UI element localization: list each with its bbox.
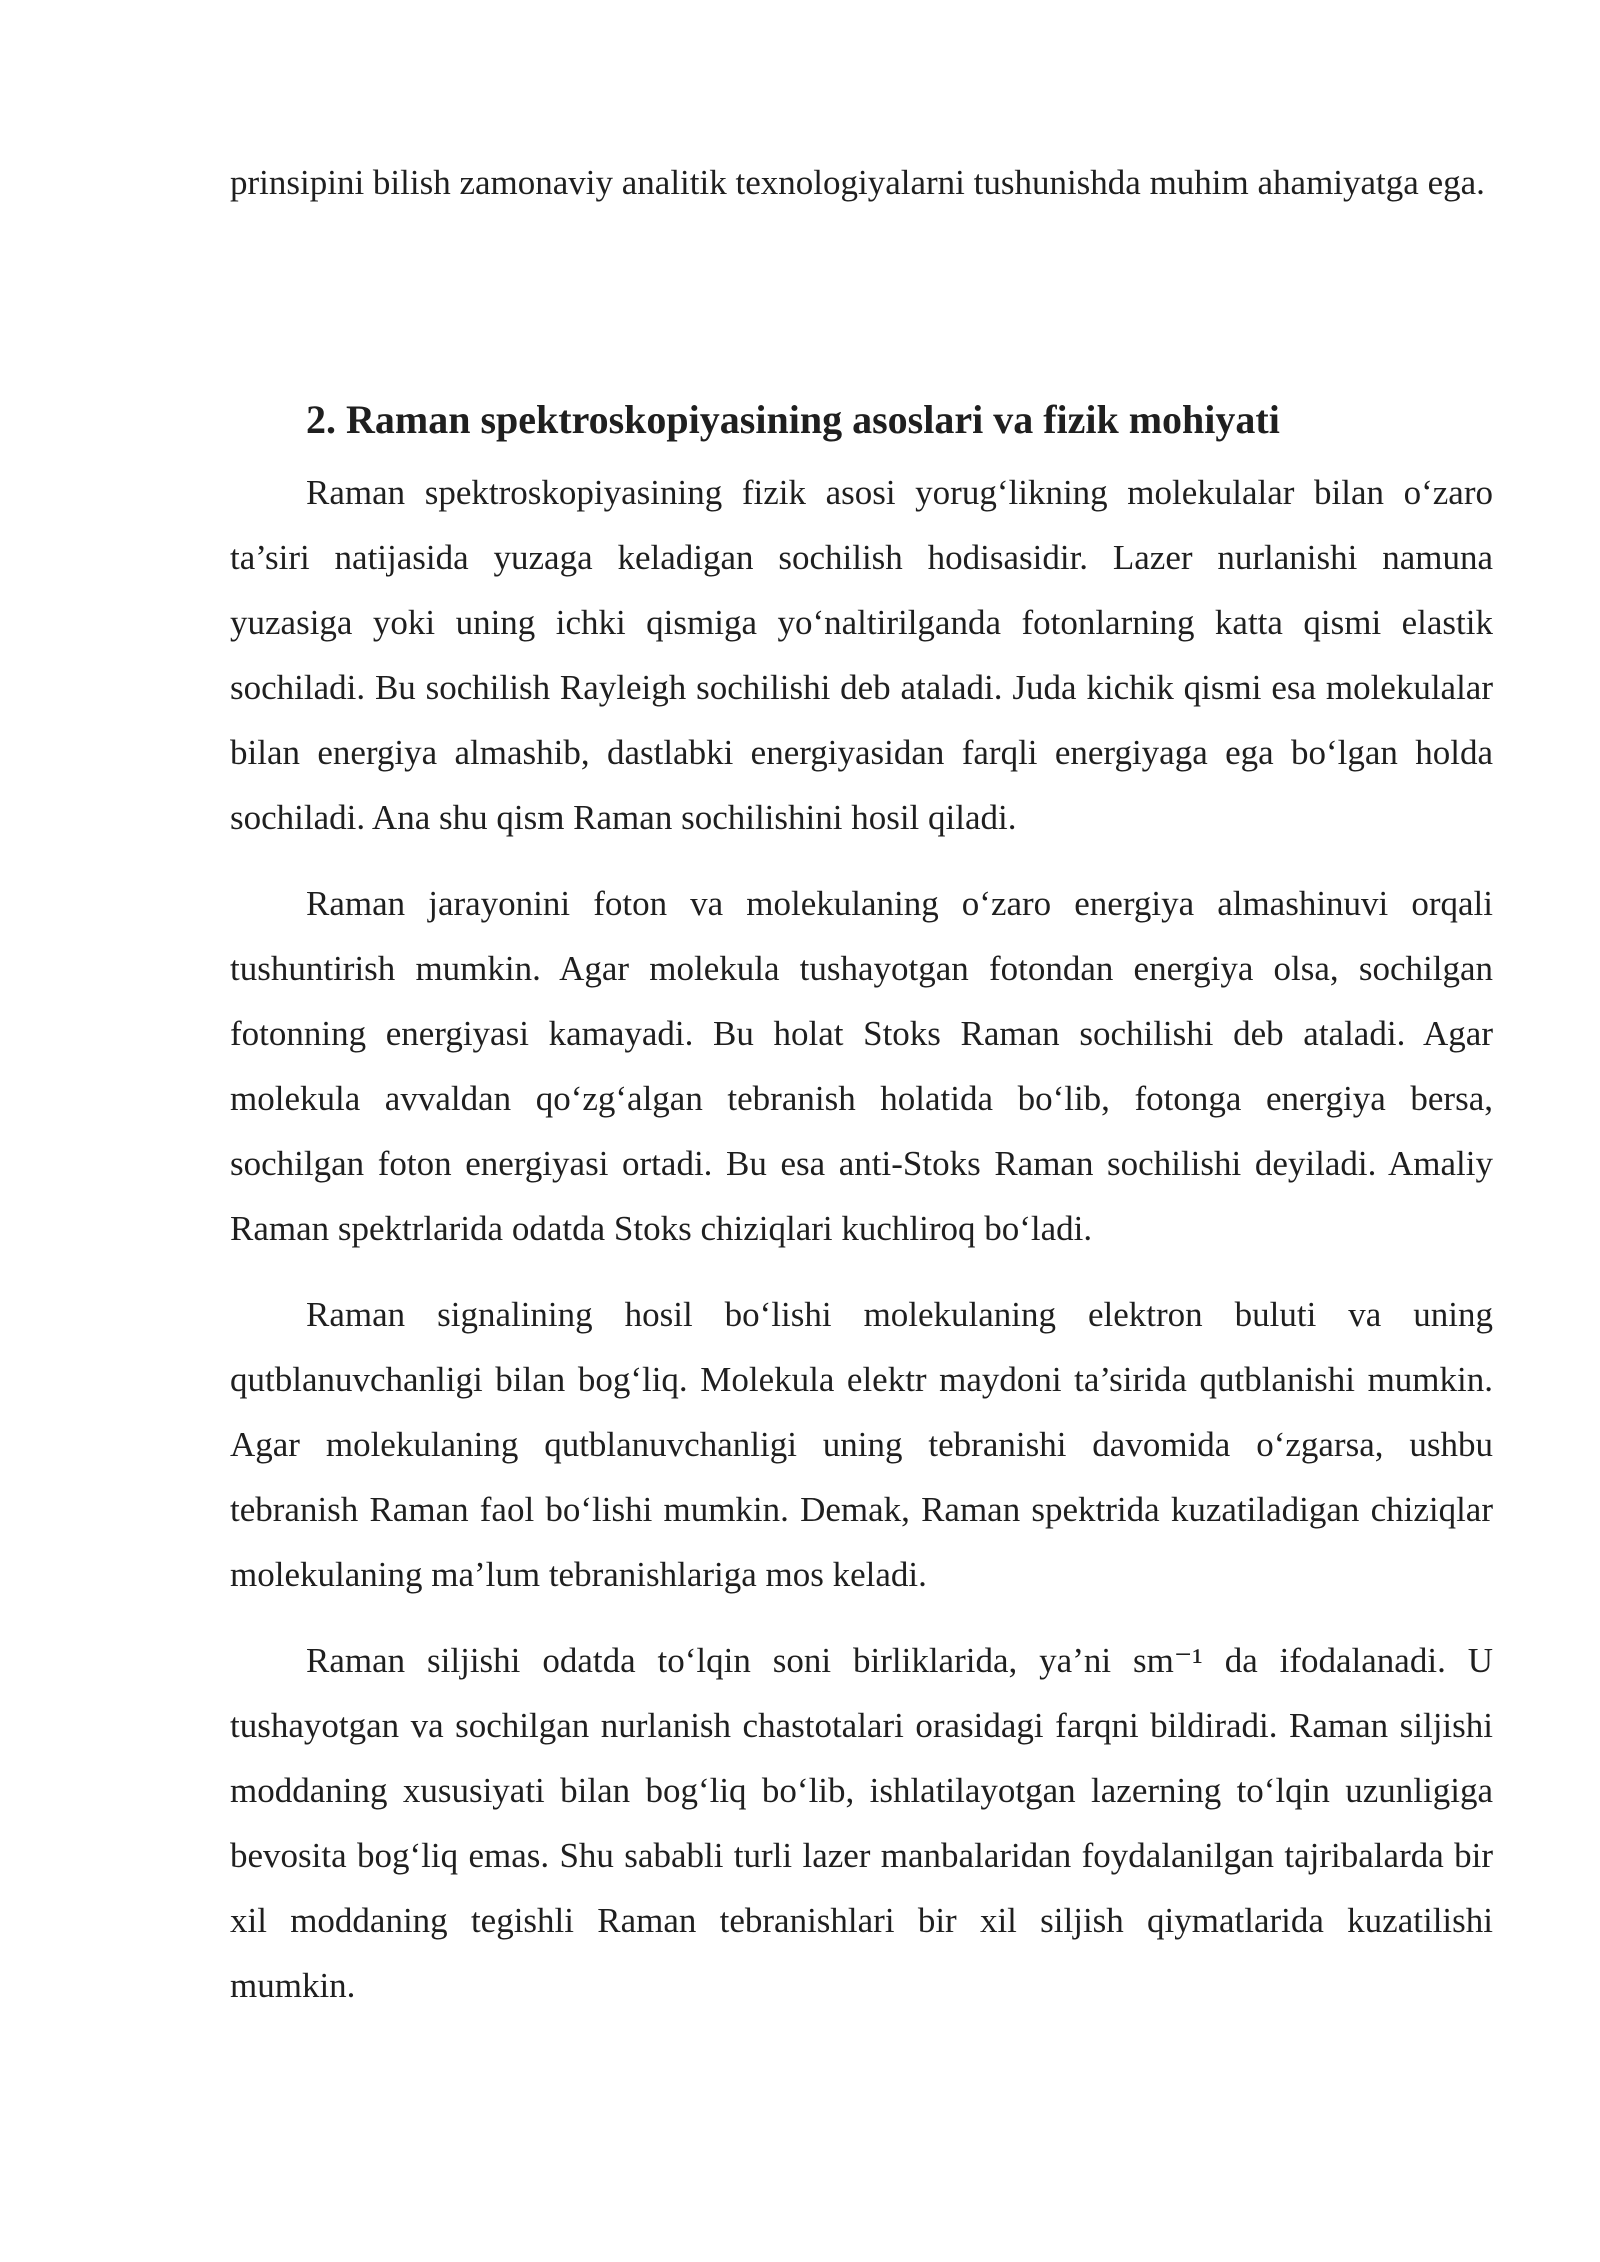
- body-paragraph-4: Raman siljishi odatda to‘lqin soni birliklarida, ya’ni sm⁻¹ da ifodalanadi. U tushayotgan va sochilgan nurlanish chastotalari orasidagi farqni bildiradi. Raman siljishi moddaning xususiyati bilan bog‘liq bo‘lib, ishlatilayotgan lazerning to‘lqin uzunligiga bevosita bog‘liq emas. Shu sababli turli lazer manbalaridan foydalanilgan tajribalarda bir xil moddaning tegishli Raman tebranishlari bir xil siljish qiymatlarida kuzatilishi mumkin.: [230, 1641, 1493, 2005]
- page-content: [230, 150, 1493, 2039]
- body-paragraph-1: Raman spektroskopiyasining fizik asosi yorug‘likning molekulalar bilan o‘zaro ta’siri natijasida yuzaga keladigan sochilish hodisasidir. Lazer nurlanishi namuna yuzasiga yoki uning ichki qismiga yo‘naltirilganda fotonlarning katta qismi elastik sochiladi. Bu sochilish Rayleigh sochilishi deb ataladi. Juda kichik qismi esa molekulalar bilan energiya almashib, dastlabki energiyasidan farqli energiyaga ega bo‘lgan holda sochiladi. Ana shu qism Raman sochilishini hosil qiladi.: [230, 473, 1493, 837]
- section-heading: 2. Raman spektroskopiyasining asoslari va fizik mohiyati: [306, 397, 1280, 442]
- body-paragraph-3: Raman signalining hosil bo‘lishi molekulaning elektron buluti va uning qutblanuvchanligi bilan bog‘liq. Molekula elektr maydoni ta’sirida qutblanishi mumkin. Agar molekulaning qutblanuvchanligi uning tebranishi davomida o‘zgarsa, ushbu tebranish Raman faol bo‘lishi mumkin. Demak, Raman spektrida kuzatiladigan chiziqlar molekulaning ma’lum tebranishlariga mos keladi.: [230, 1295, 1493, 1594]
- continued-paragraph: prinsipini bilish zamonaviy analitik texnologiyalarni tushunishda muhim ahamiyatga ega.: [230, 163, 1485, 202]
- body-paragraph-2: Raman jarayonini foton va molekulaning o‘zaro energiya almashinuvi orqali tushuntirish mumkin. Agar molekula tushayotgan fotondan energiya olsa, sochilgan fotonning energiyasi kamayadi. Bu holat Stoks Raman sochilishi deb ataladi. Agar molekula avvaldan qo‘zg‘algan tebranish holatida bo‘lib, fotonga energiya bersa, sochilgan foton energiyasi ortadi. Bu esa anti-Stoks Raman sochilishi deyiladi. Amaliy Raman spektrlarida odatda Stoks chiziqlari kuchliroq bo‘ladi.: [230, 884, 1493, 1248]
